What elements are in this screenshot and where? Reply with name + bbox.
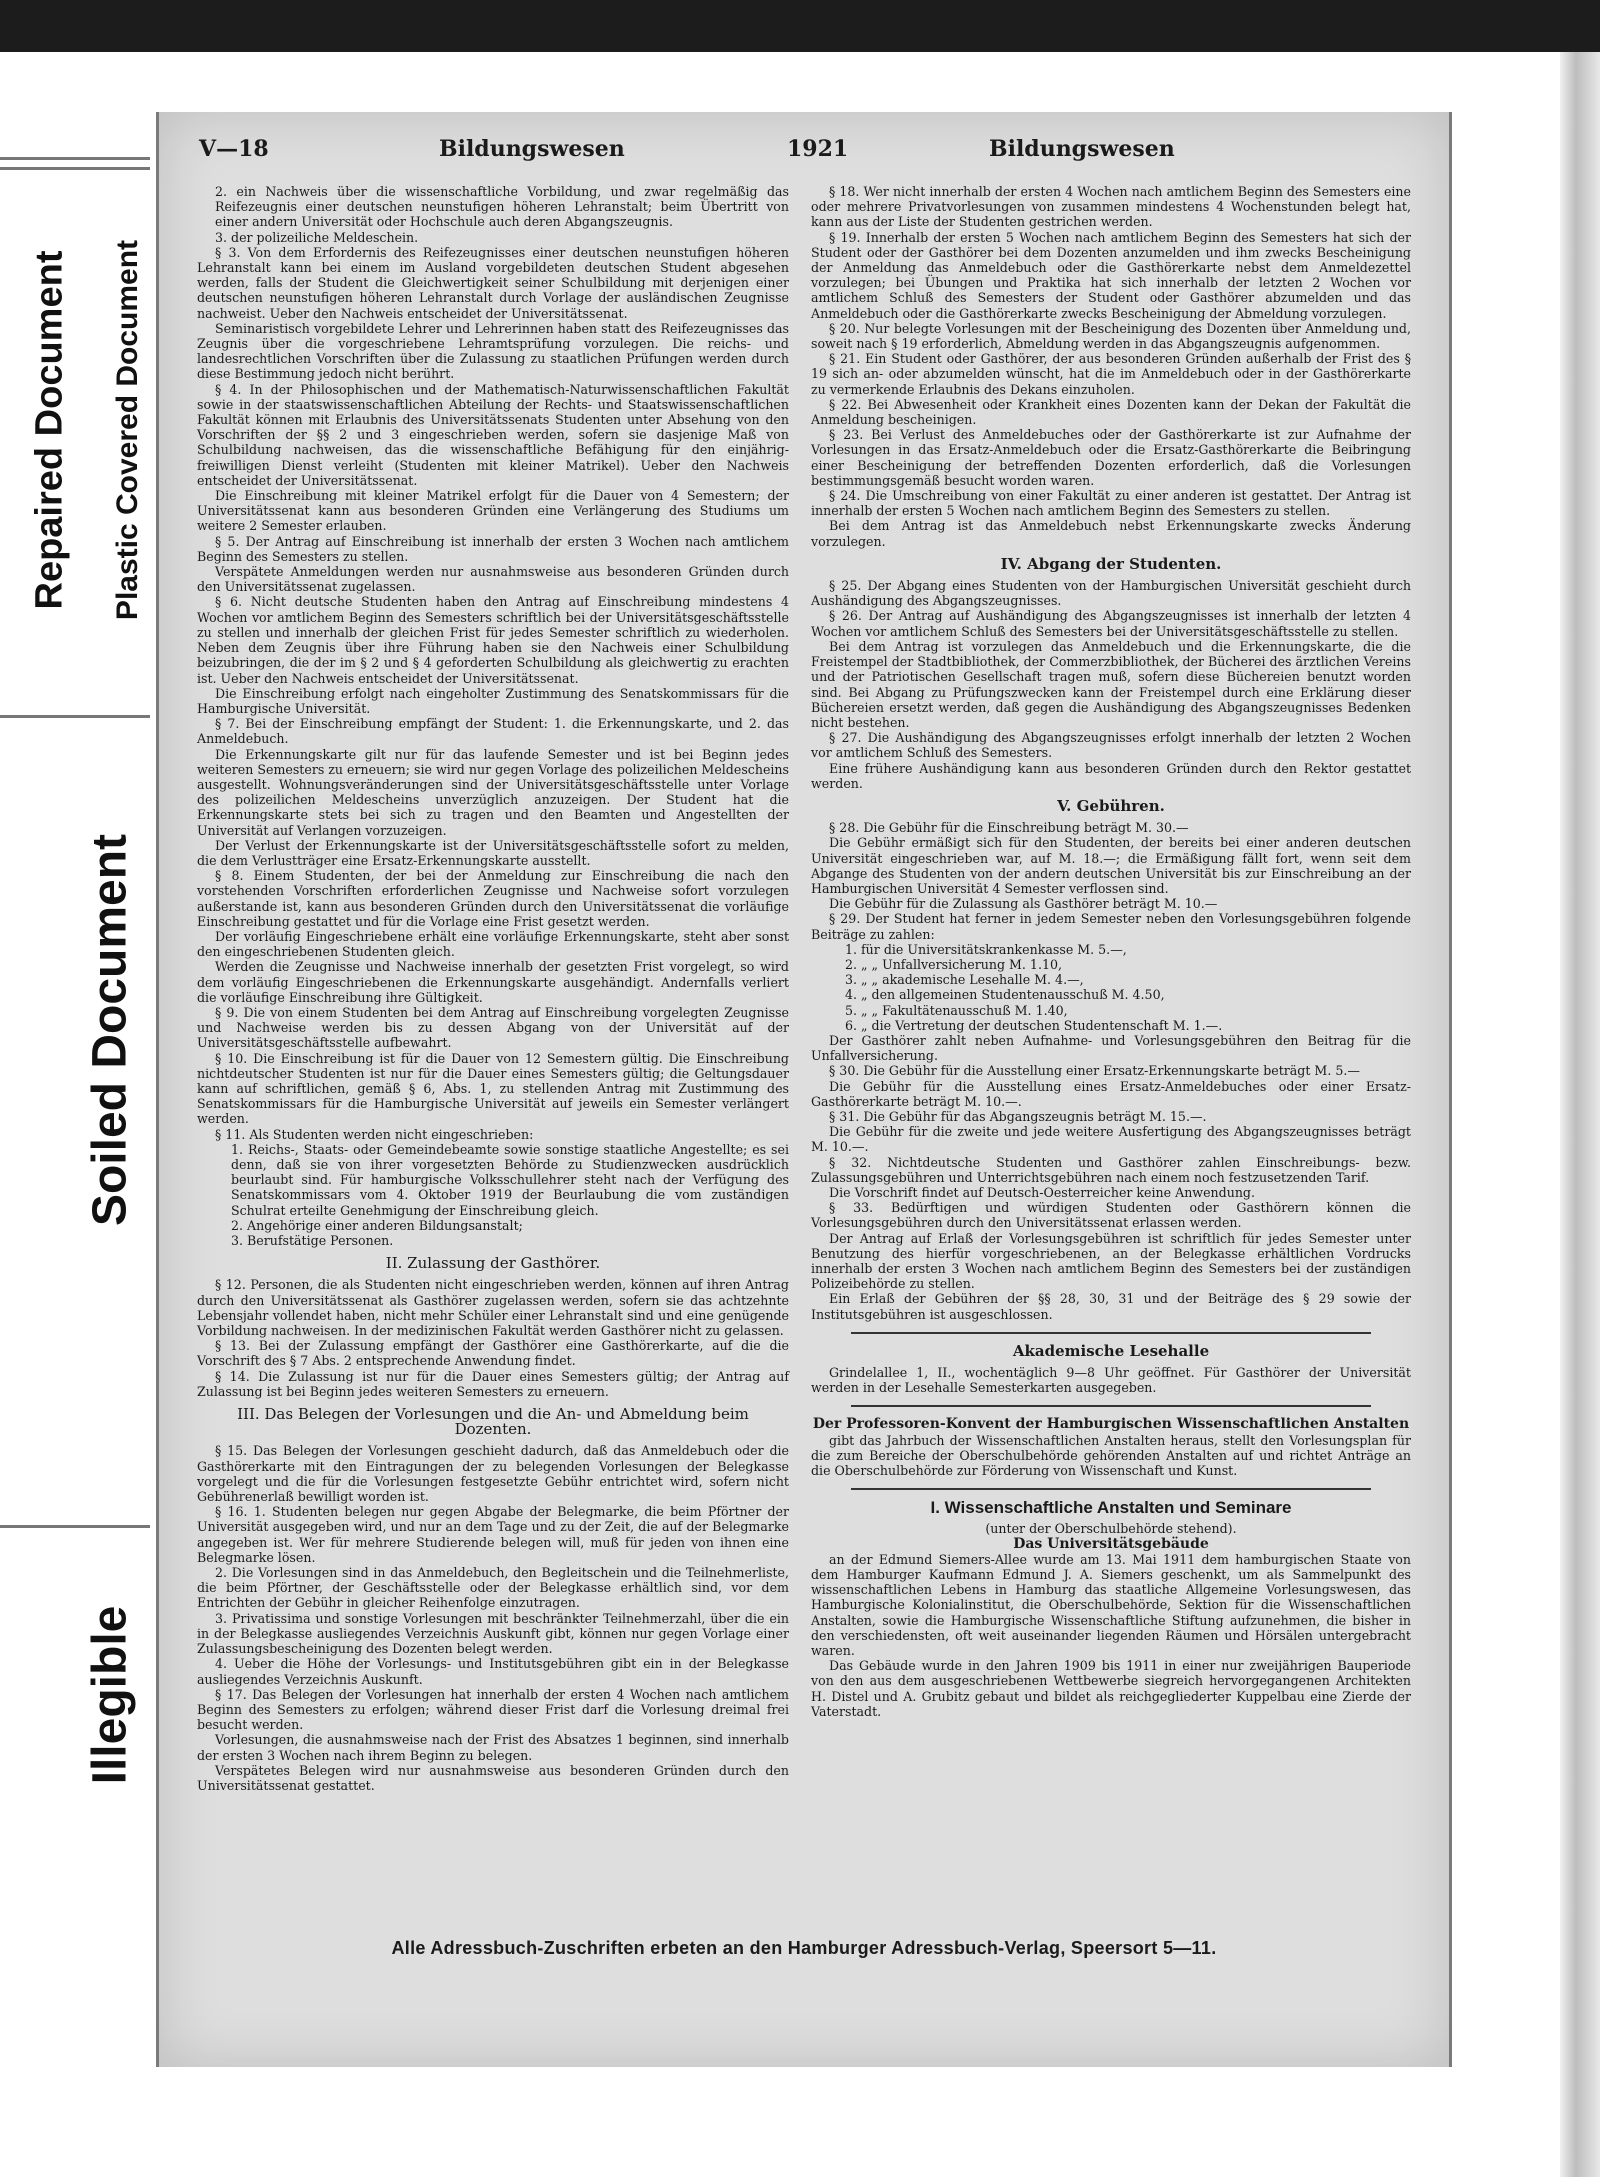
paragraph: an der Edmund Siemers-Allee wurde am 13. Mai 1911 dem hamburgischen Staate von dem Hamburger Kaufmann Edmund J. A. Siemers geschenkt, um als Sammelpunkt des wissenschaftlichen Lebens in Hamburg das staatliche Allgemeine Vorlesungswesen, das Hamburgische Kolonialinstitut, die Oberschulbehörde, Sektion für die Wissenschaftlichen Anstalten, sowie die Hamburgische Wissenschaftliche Stiftung aufzunehmen, die bisher in den verschiedensten, oft weit auseinander liegenden Räumen und Hörsälen untergebracht waren. (811, 1551, 1411, 1659)
paragraph: 6. „ die Vertretung der deutschen Studentenschaft M. 1.—. (845, 1017, 1223, 1033)
paragraph: 4. Ueber die Höhe der Vorlesungs- und Institutsgebühren gibt ein in der Belegkasse ausliegendes Verzeichnis Auskunft. (197, 1656, 789, 1687)
label-plastic (100, 160, 155, 700)
paragraph: Der Antrag auf Erlaß der Vorlesungsgebühren ist schriftlich für jedes Semester unter Benutzung des hierfür vorgeschriebenen, an der Belegkasse erhältlichen Vordrucks innerhalb der ersten 3 Wochen nach amtlichem Beginn des Semesters bei der zuständigen Polizeibehörde zu stellen. (811, 1230, 1411, 1292)
paragraph: § 24. Die Umschreibung von einer Fakultät zu einer anderen ist gestattet. Der Antrag ist innerhalb der ersten 5 Wochen nach amtlichem Beginn des Semesters zu stellen. (811, 488, 1411, 519)
scanner-background-top (0, 0, 1600, 52)
paragraph: § 19. Innerhalb der ersten 5 Wochen nach amtlichem Beginn des Semesters hat sich der Student oder der Gasthörer bei dem Dozenten anzumelden und ihm zwecks Bescheinigung der Anmeldung das Anmeldebuch oder die Gasthörerkarte nebst dem Anmeldezettel vorzulegen; bei Übungen und Praktika hat sich innerhalb der letzten 2 Wochen vor amtlichem Schluß des Semesters der Student oder Gasthörer abzumelden und das Anmeldebuch oder die Gasthörerkarte zwecks Bescheinigung der Abmeldung vorzulegen. (811, 229, 1411, 321)
paragraph: Die Gebühr für die Zulassung als Gasthörer beträgt M. 10.— (829, 896, 1218, 912)
paragraph: § 20. Nur belegte Vorlesungen mit der Bescheinigung des Dozenten über Anmeldung und, soweit nach § 19 erforderlich, Abmeldung werden in das Abgangszeugnis aufgenommen. (811, 320, 1411, 352)
paragraph: Die Vorschrift findet auf Deutsch-Oesterreicher keine Anwendung. (829, 1185, 1255, 1200)
label-repaired-text: Repaired Document (28, 250, 71, 610)
paragraph: (unter der Oberschulbehörde stehend). (985, 1521, 1237, 1537)
page-footer: Alle Adressbuch-Zuschriften erbeten an den Hamburger Adressbuch-Verlag, Speersort 5—11. (391, 1938, 1217, 1958)
paragraph: Bei dem Antrag ist vorzulegen das Anmeldebuch und die Erkennungskarte, die die Freistempel der Stadtbibliothek, der Commerzbibliothek, der Bücherei des ärztlichen Vereins und der Patriotischen Gesellschaft tragen muß, sofern diese Büchereien benutzt worden sind. Bei Abgang zu Prüfungszwecken kann der Freistempel durch eine Erklärung dieser Büchereien ersetzt werden, daß gegen die Aushändigung des Abgangszeugnisses Bedenken nicht bestehen. (811, 638, 1411, 730)
section-divider (851, 1332, 1371, 1334)
paragraph: 3. der polizeiliche Meldeschein. (215, 229, 419, 245)
ruler-line (0, 715, 150, 718)
header-year: 1921 (787, 136, 849, 162)
binding-edge (1560, 52, 1600, 2177)
paragraph: § 7. Bei der Einschreibung empfängt der Student: 1. die Erkennungskarte, und 2. das Anmeldebuch. (197, 716, 789, 747)
paragraph: Verspätete Anmeldungen werden nur ausnahmsweise aus besonderen Gründen durch den Universitätssenat zugelassen. (197, 564, 789, 595)
subheading: Das Universitätsgebäude (1013, 1535, 1209, 1552)
paragraph: Die Gebühr ermäßigt sich für den Studenten, der bereits bei einer anderen deutschen Universität eingeschrieben war, auf M. 18.—; die Ermäßigung fällt fort, wenn seit dem Abgange des Studenten von der andern deutschen Universität bis zur Einschreibung an der Hamburgischen Universität 4 Semester verflossen sind. (811, 835, 1411, 896)
page-number: V—18 (199, 136, 269, 162)
paragraph: 2. Die Vorlesungen sind in das Anmeldebuch, den Begleitschein und die Teilnehmerliste, die beim Pförtner, der Geschäftsstelle oder der Belegkasse erhältlich sind, vor dem Entrichten der Gebühr in gleicher Reihenfolge einzutragen. (197, 1565, 789, 1611)
ruler-line (0, 1525, 150, 1528)
section-heading: V. Gebühren. (1057, 796, 1165, 815)
paragraph: § 26. Der Antrag auf Aushändigung des Abgangszeugnisses ist innerhalb der letzten 4 Wochen vor amtlichem Schluß des Semesters bei der Universitätsgeschäftsstelle zu stellen. (811, 608, 1411, 639)
paragraph: § 33. Bedürftigen und würdigen Studenten oder Gasthörern können die Vorlesungsgebühren durch den Universitätssenat erlassen werden. (811, 1200, 1411, 1231)
paragraph: Bei dem Antrag ist das Anmeldebuch nebst Erkennungskarte zwecks Änderung vorzulegen. (811, 518, 1411, 549)
paragraph: Die Gebühr für die zweite und jede weitere Ausfertigung des Abgangszeugnisses beträgt M. 10.—. (811, 1124, 1411, 1155)
paragraph: § 10. Die Einschreibung ist für die Dauer von 12 Semestern gültig. Die Einschreibung nichtdeutscher Studenten ist nur für die Dauer eines Semesters gültig; die Geltungsdauer kann auf schriftlichen, gemäß § 6, Abs. 1, zu stellenden Antrag mit Zustimmung des Senatskommissars für die Hamburgische Universität auf jeweils ein Semester verlängert werden. (197, 1050, 789, 1127)
paragraph: § 12. Personen, die als Studenten nicht eingeschrieben werden, können auf ihren Antrag durch den Universitätssenat als Gasthörer zugelassen werden, sofern sie das achtzehnte Lebensjahr vollendet haben, nicht mehr Schüler einer Lehranstalt sind und eine genügende Vorbildung nachweisen. In der medizinischen Fakultät werden Gasthörer nicht zu gelassen. (197, 1277, 789, 1339)
paragraph: § 3. Von dem Erfordernis des Reifezeugnisses einer deutschen neunstufigen höheren Lehranstalt kann bei einem im Ausland vorgebildeten deutschen Student abgesehen werden, falls der Student die Gleichwertigkeit seiner Schulbildung mit derjenigen einer deutschen neunstufigen höheren Lehranstalt durch Vorlage der ausländischen Zeugnisse nachweist. Ueber den Nachweis entscheidet der Universitätssenat. (197, 244, 789, 321)
paragraph: Verspätetes Belegen wird nur ausnahmsweise aus besonderen Gründen durch den Universitätssenat gestattet. (197, 1762, 789, 1793)
paragraph: Die Einschreibung erfolgt nach eingeholter Zustimmung des Senatskommissars für die Hamburgische Universität. (197, 685, 789, 716)
paragraph: § 4. In der Philosophischen und der Mathematisch-Naturwissenschaftlichen Fakultät sowie in der staatswissenschaftlichen Abteilung der Rechts- und Staatswissenschaftlichen Fakultät können mit Erlaubnis des Universitätssenats Studenten unter Absehung von den Vorschriften der §§ 2 und 3 eingeschrieben werden, sofern sie dasjenige Maß von Schulbildung nachweisen, das die wissenschaftliche Befähigung für den einjährig-freiwilligen Dienst verleiht (Studenten mit kleiner Matrikel). Ueber den Nachweis entscheidet der Universitätssenat. (197, 381, 789, 488)
paragraph: Das Gebäude wurde in den Jahren 1909 bis 1911 in einer nur zweijährigen Bauperiode von den aus dem ausgeschriebenen Wettbewerbe siegreich hervorgegangenen Architekten H. Distel und A. Grubitz gebaut und bildet als reichgegliederter Kuppelbau eine Zierde der Vaterstadt. (811, 1658, 1411, 1719)
section-heading: IV. Abgang der Studenten. (1000, 554, 1222, 573)
paragraph: § 13. Bei der Zulassung empfängt der Gasthörer eine Gasthörerkarte, auf die die Vorschrift des § 7 Abs. 2 entsprechende Anwendung findet. (197, 1338, 789, 1369)
paragraph: Der Gasthörer zahlt neben Aufnahme- und Vorlesungsgebühren den Beitrag für die Unfallversicherung. (811, 1032, 1411, 1064)
left-column (197, 184, 789, 1793)
paragraph: Die Erkennungskarte gilt nur für das laufende Semester und ist bei Beginn jedes weiteren Semesters zu erneuern; sie wird nur gegen Vorlage des polizeilichen Meldescheins ausgestellt. Wohnungsveränderungen sind der Universitätsgeschäftsstelle unter Vorlage des polizeilichen Meldescheins unverzüglich anzuzeigen. Der Student hat die Erkennungskarte stets bei sich zu tragen und den Beamten und Angestellten der Universität auf Verlangen vorzuzeigen. (197, 746, 790, 838)
paragraph: § 23. Bei Verlust des Anmeldebuches oder der Gasthörerkarte ist zur Aufnahme der Vorlesungen in das Ersatz-Anmeldebuch oder die Ersatz-Gasthörerkarte die Beibringung einer Bescheinigung der betreffenden Dozenten erforderlich, daß die Vorlesungen bestimmungsgemäß besucht worden waren. (811, 427, 1411, 488)
paragraph: § 31. Die Gebühr für das Abgangszeugnis beträgt M. 15.—. (829, 1108, 1207, 1124)
label-soiled-text: Soiled Document (83, 833, 137, 1227)
paragraph: § 32. Nichtdeutsche Studenten und Gasthörer zahlen Einschreibungs- bezw. Zulassungsgebühren und Unterrichtsgebühren nach einem noch festzusetzenden Tarif. (811, 1154, 1411, 1185)
paragraph: Eine frühere Aushändigung kann aus besonderen Gründen durch den Rektor gestattet werden. (811, 760, 1411, 791)
paragraph: § 27. Die Aushändigung des Abgangszeugnisses erfolgt innerhalb der letzten 2 Wochen vor amtlichem Schluß des Semesters. (811, 730, 1411, 761)
paragraph: 2. ein Nachweis über die wissenschaftliche Vorbildung, und zwar regelmäßig das Reifezeugnis einer deutschen neunstufigen höheren Lehranstalt; beim Übertritt von einer andern Universität oder Hochschule auch deren Abgangszeugnis. (215, 184, 789, 230)
paragraph: § 18. Wer nicht innerhalb der ersten 4 Wochen nach amtlichem Beginn des Semesters eine oder mehrere Privatvorlesungen von zusammen mindestens 4 Wochenstunden belegt hat, kann aus der Liste der Studenten gestrichen werden. (811, 184, 1411, 230)
paragraph: § 5. Der Antrag auf Einschreibung ist innerhalb der ersten 3 Wochen nach amtlichem Beginn des Semesters zu stellen. (197, 533, 789, 564)
paragraph: § 9. Die von einem Studenten bei dem Antrag auf Einschreibung vorgelegten Zeugnisse und Nachweise werden bis zu dessen Abgang von der Universität auf der Universitätsgeschäftsstelle aufbewahrt. (197, 1004, 789, 1051)
paragraph: Der vorläufig Eingeschriebene erhält eine vorläufige Erkennungskarte, steht aber sonst den eingeschriebenen Studenten gleich. (197, 928, 789, 960)
section-title: I. Wissenschaftliche Anstalten und Seminare (930, 1498, 1292, 1518)
paragraph: 1. für die Universitätskrankenkasse M. 5.—, (845, 941, 1127, 957)
paragraph: § 15. Das Belegen der Vorlesungen geschieht dadurch, daß das Anmeldebuch oder die Gasthörerkarte mit den Eintragungen der zu belegenden Vorlesungen der Belegkasse vorgelegt und die für die Vorlesungen festgesetzte Gebühr entrichtet wird, sofern nicht Gebührenerlaß bewilligt worden ist. (197, 1443, 789, 1505)
paragraph: 5. „ „ Fakultätenausschuß M. 1.40, (845, 1002, 1068, 1018)
paragraph: 1. Reichs-, Staats- oder Gemeindebeamte sowie sonstige staatliche Angestellte; es sei denn, daß sie von ihrer vorgesetzten Behörde zu Studienzwecken ausdrücklich beurlaubt sind. Für hamburgische Volksschullehrer steht nach der Verfügung des Senatskommissars vom 4. Oktober 1919 der Beurlaubung die vom zuständigen Schulrat erteilte Genehmigung der Einschreibung gleich. (231, 1141, 789, 1218)
paragraph: Ein Erlaß der Gebühren der §§ 28, 30, 31 und der Beiträge des § 29 sowie der Institutsgebühren ist ausgeschlossen. (811, 1291, 1411, 1322)
paragraph: § 11. Als Studenten werden nicht eingeschrieben: (215, 1126, 534, 1142)
paragraph: gibt das Jahrbuch der Wissenschaftlichen Anstalten heraus, stellt den Vorlesungsplan für die zum Bereiche der Oberschulbehörde gehörenden Anstalten auf und richtet Anträge an die Oberschulbehörde zur Förderung von Wissenschaft und Kunst. (811, 1432, 1411, 1479)
paragraph: 3. „ „ akademische Lesehalle M. 4.—, (845, 972, 1084, 988)
section-divider (851, 1405, 1371, 1407)
paragraph: 2. Angehörige einer anderen Bildungsanstalt; (231, 1217, 523, 1233)
section-heading: II. Zulassung der Gasthörer. (385, 1254, 601, 1273)
paragraph: § 28. Die Gebühr für die Einschreibung beträgt M. 30.— (829, 820, 1189, 836)
header-right-title: Bildungswesen (989, 136, 1175, 162)
paragraph: 4. „ den allgemeinen Studentenausschuß M. 4.50, (845, 987, 1165, 1003)
paragraph: § 29. Der Student hat ferner in jedem Semester neben den Vorlesungsgebühren folgende Beiträge zu zahlen: (811, 911, 1411, 942)
label-soiled (70, 740, 150, 1320)
paragraph: § 14. Die Zulassung ist nur für die Dauer eines Semesters gültig; der Antrag auf Zulassung ist bei Beginn jedes weiteren Semesters zu erneuern. (197, 1368, 789, 1399)
label-illegible-text: Illegible (83, 1605, 137, 1785)
document-page (156, 112, 1452, 2067)
section-divider (851, 1488, 1371, 1490)
paragraph: Seminaristisch vorgebildete Lehrer und Lehrerinnen haben statt des Reifezeugnisses das Zeugnis über die vorgeschriebene Lehramtsprüfung vorzulegen. Die reichs- und landesrechtlichen Vorschriften über die Zulassung zu staatlichen Prüfungen werden durch diese Bestimmung jedoch nicht berührt. (197, 320, 789, 382)
paragraph: 3. Privatissima und sonstige Vorlesungen mit beschränkter Teilnehmerzahl, über die ein in der Belegkasse ausliegendes Verzeichnis Auskunft gibt, können nur gegen Vorlage einer Zulassungsbescheinigung des Dozenten belegt werden. (197, 1610, 789, 1657)
paragraph: § 8. Einem Studenten, der bei der Anmeldung zur Einschreibung die nach den vorstehenden Vorschriften erforderlichen Zeugnisse und Nachweise sofort vorzulegen außerstande ist, kann aus besonderen Gründen durch den Universitätssenat die vorläufige Einschreibung gestattet und für die Vorlage eine Frist gesetzt werden. (197, 868, 789, 929)
paragraph: Grindelallee 1, II., wochentäglich 9—8 Uhr geöffnet. Für Gasthörer der Universität werden in der Lesehalle Semesterkarten ausgegeben. (811, 1365, 1411, 1396)
right-column (811, 184, 1411, 1719)
paragraph: § 21. Ein Student oder Gasthörer, der aus besonderen Gründen außerhalb der Frist des § 19 sich an- oder abzumelden wünscht, hat die im Anmeldebuch oder in der Gasthörerkarte zu vermerkende Erlaubnis des Dekans einzuholen. (811, 351, 1411, 397)
label-plastic-text: Plastic Covered Document (110, 239, 144, 621)
section-heading: Akademische Lesehalle (1012, 1341, 1210, 1360)
paragraph: § 17. Das Belegen der Vorlesungen hat innerhalb der ersten 4 Wochen nach amtlichem Beginn des Semesters zu erfolgen; während dieser Frist darf die Vorlesung dreimal frei besucht werden. (197, 1686, 789, 1733)
paragraph: Der Verlust der Erkennungskarte ist der Universitätsgeschäftsstelle sofort zu melden, die dem Verlustträger eine Ersatz-Erkennungskarte ausstellt. (197, 837, 789, 868)
header-left-title: Bildungswesen (439, 136, 625, 162)
label-illegible (70, 1545, 150, 1845)
paragraph: Vorlesungen, die ausnahmsweise nach der Frist des Absatzes 1 beginnen, sind innerhalb der ersten 3 Wochen nach ihrem Beginn zu belegen. (197, 1732, 789, 1763)
paragraph: § 25. Der Abgang eines Studenten von der Hamburgischen Universität geschieht durch Aushändigung des Abgangszeugnisses. (811, 578, 1411, 609)
paragraph: Werden die Zeugnisse und Nachweise innerhalb der gesetzten Frist vorgelegt, so wird dem vorläufig Eingeschriebenen die Erkennungskarte ausgehändigt. Andernfalls verliert die vorläufige Einschreibung ihre Gültigkeit. (197, 959, 789, 1005)
paragraph: § 6. Nicht deutsche Studenten haben den Antrag auf Einschreibung mindestens 4 Wochen vor amtlichem Beginn des Semesters schriftlich bei der Universitätsgeschäftsstelle zu stellen und innerhalb der gleichen Frist für jedes Semester schriftlich zu wiederholen. Neben dem Zeugnis über ihre Führung haben sie den Nachweis einer Schulbildung beizubringen, die der im § 2 und § 4 geforderten Schulbildung als gleichwertig zu erachten ist. Ueber den Nachweis entscheidet der Universitätssenat. (197, 594, 789, 686)
paragraph: § 30. Die Gebühr für die Ausstellung einer Ersatz-Erkennungskarte beträgt M. 5.— (829, 1063, 1360, 1079)
paragraph: 2. „ „ Unfallversicherung M. 1.10, (845, 956, 1062, 972)
paragraph: 3. Berufstätige Personen. (231, 1233, 394, 1249)
label-repaired (20, 160, 80, 700)
subheading: Der Professoren-Konvent der Hamburgischen Wissenschaftlichen Anstalten (812, 1416, 1410, 1433)
paragraph: § 16. 1. Studenten belegen nur gegen Abgabe der Belegmarke, die beim Pförtner der Universität ausgegeben wird, und nur an dem Tage und zu der Zeit, die auf der Belegmarke angegeben ist. Wer für mehrere Studierende belegen will, muß für jeden von ihnen eine Belegmarke lösen. (197, 1504, 789, 1565)
page-header (199, 136, 1409, 176)
paragraph: Die Einschreibung mit kleiner Matrikel erfolgt für die Dauer von 4 Semestern; der Universitätssenat kann aus besonderen Gründen eine Verlängerung des Studiums um weitere 2 Semester erlauben. (197, 488, 789, 534)
section-heading: III. Das Belegen der Vorlesungen und die An- und Abmeldung beim Dozenten. (237, 1405, 749, 1439)
paragraph: Die Gebühr für die Ausstellung eines Ersatz-Anmeldebuches oder einer Ersatz-Gasthörerkarte beträgt M. 10.—. (811, 1078, 1411, 1109)
paragraph: § 22. Bei Abwesenheit oder Krankheit eines Dozenten kann der Dekan der Fakultät die Anmeldung bescheinigen. (811, 396, 1411, 428)
